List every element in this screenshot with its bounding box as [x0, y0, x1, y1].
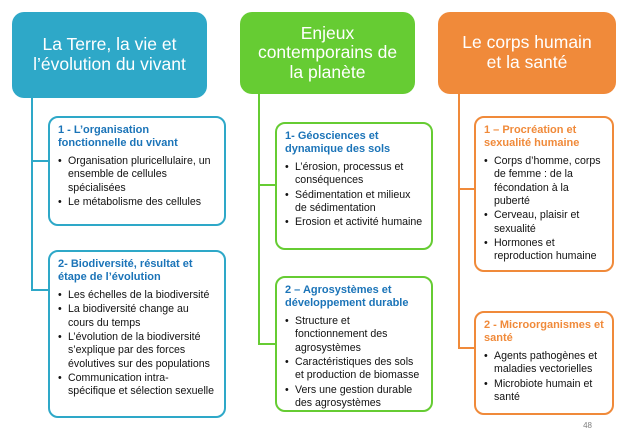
list-item: • Cerveau, plaisir et sexualité [484, 209, 604, 236]
header-line: la planète [289, 61, 366, 82]
list-item: • Structure et fonctionnement des agrosystèmes [285, 315, 423, 355]
connector-branch [31, 160, 49, 162]
list-item: • Caractéristiques des sols et production de biomasse [285, 356, 423, 383]
list-item: • Vers une gestion durable des agrosystèmes [285, 384, 423, 411]
page-number: 48 [583, 421, 592, 430]
connector-trunk [31, 98, 33, 290]
list-item: • Agents pathogènes et maladies vectorielles [484, 350, 604, 377]
card-biodiversite [48, 250, 226, 418]
header-line: La Terre, la vie et [42, 34, 177, 55]
list-item: • Organisation pluricellulaire, un ensemble de cellules spécialisées [58, 155, 216, 195]
header-line: l’évolution du vivant [33, 54, 186, 74]
list-item: • Corps d’homme, corps de femme : de la fécondation à la puberté [484, 155, 604, 208]
connector-branch [258, 184, 276, 186]
card-geosciences-sols [275, 122, 433, 250]
connector-branch [458, 347, 475, 349]
card-heading: 2 – Agrosystèmes et développement durable [285, 284, 409, 310]
card-heading: 1 – Procréation et sexualité humaine [484, 124, 580, 150]
card-microorganismes [474, 311, 614, 415]
card-heading: 2 - Microorganismes et santé [484, 319, 604, 345]
header-line: et la santé [486, 52, 568, 72]
connector-trunk [258, 94, 260, 344]
list-item: • Le métabolisme des cellules [58, 196, 216, 209]
connector-branch [31, 289, 49, 291]
connector-branch [258, 343, 276, 345]
list-item: • Erosion et activité humaine [285, 216, 423, 229]
card-heading: 1- Géosciences et dynamique des sols [285, 130, 391, 156]
connector-branch [458, 188, 475, 190]
list-item: • Hormones et reproduction humaine [484, 237, 604, 264]
card-organisation-vivant [48, 116, 226, 226]
connector-trunk [458, 94, 460, 348]
header-enjeux-planete [240, 12, 415, 94]
list-item: • L’érosion, processus et conséquences [285, 161, 423, 188]
card-heading: 2- Biodiversité, résultat et étape de l’évolution [58, 258, 193, 284]
list-item: • Sédimentation et milieux de sédimentation [285, 189, 423, 216]
list-item: • La biodiversité change au cours du temps [58, 303, 216, 330]
list-item: • L’évolution de la biodiversité s’explique par des forces évolutives sur des populations [58, 331, 216, 371]
header-corps-sante [438, 12, 616, 94]
list-item: • Microbiote humain et santé [484, 378, 604, 405]
header-line: contemporains de [257, 42, 398, 63]
card-heading: 1 - L’organisation fonctionnelle du vivant [58, 124, 178, 150]
list-item: • Les échelles de la biodiversité [58, 289, 216, 302]
card-agrosystemes [275, 276, 433, 412]
card-procreation [474, 116, 614, 272]
header-terre-vie [12, 12, 207, 98]
list-item: • Communication intra-spécifique et sélection sexuelle [58, 372, 216, 399]
header-line: Le corps humain [462, 32, 592, 53]
header-line: Enjeux [300, 22, 355, 43]
